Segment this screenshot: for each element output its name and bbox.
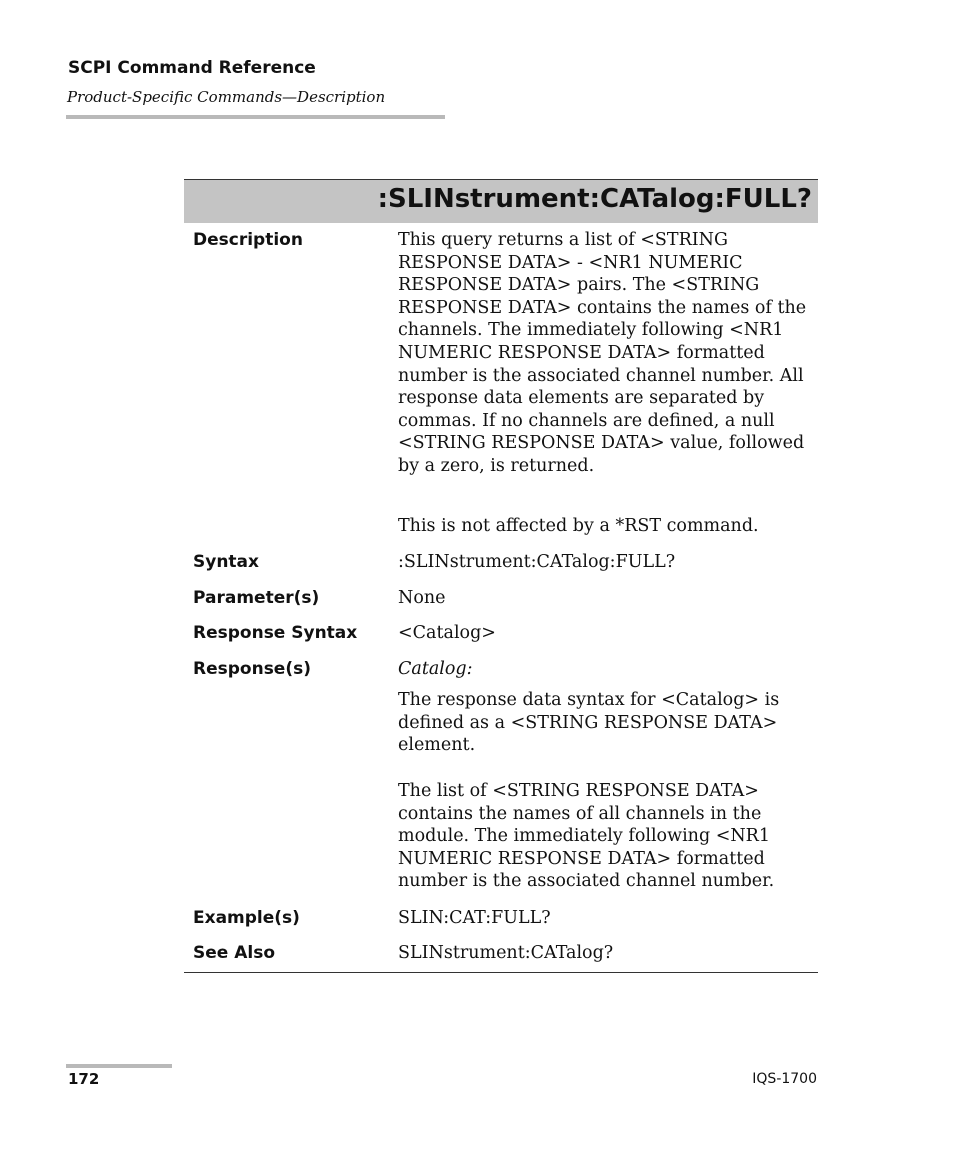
description-text: This query returns a list of <STRING RESPONSE DATA> - <NR1 NUMERIC RESPONSE DATA> pairs. The <STRING RESPONSE DATA> contains the names of the channels. The immediately following <NR1 NUMERIC RESPONSE DATA> formatted number is the associated channel number. All response data elements are separated by commas. If no channels are defined, a null <STRING RESPONSE DATA> value, followed by a zero, is returned. (398, 230, 807, 476)
parameters-value: None (398, 588, 446, 608)
examples-value: SLIN:CAT:FULL? (398, 908, 551, 928)
footer-rule (66, 1064, 172, 1068)
response-syntax-value: <Catalog> (398, 623, 496, 643)
examples-label: Example(s) (193, 908, 300, 928)
page-number: 172 (68, 1070, 100, 1088)
responses-text: The response data syntax for <Catalog> is defined as a <STRING RESPONSE DATA> element. (398, 690, 780, 756)
table-bottom-rule (184, 972, 818, 973)
syntax-value: :SLINstrument:CATalog:FULL? (398, 552, 676, 572)
responses-label: Response(s) (193, 659, 311, 679)
parameters-label: Parameter(s) (193, 588, 320, 608)
header-rule (66, 115, 445, 119)
response-syntax-label: Response Syntax (193, 623, 358, 643)
responses-list-text: The list of <STRING RESPONSE DATA> contains the names of all channels in the module. The immediately following <NR1 NUMERIC RESPONSE DATA> formatted number is the associated channel number. (398, 781, 775, 892)
description-label: Description (193, 230, 303, 250)
running-header-subtitle: Product-Specific Commands—Description (67, 88, 386, 106)
command-title: :SLINstrument:CATalog:FULL? (377, 184, 812, 214)
responses-name: Catalog: (398, 659, 473, 679)
see-also-label: See Also (193, 943, 276, 963)
description-rst-note: This is not affected by a *RST command. (398, 516, 759, 536)
command-title-bar (184, 179, 818, 223)
see-also-value: SLINstrument:CATalog? (398, 943, 614, 963)
syntax-label: Syntax (193, 552, 259, 572)
running-header-title: SCPI Command Reference (68, 58, 316, 78)
product-name: IQS-1700 (752, 1071, 817, 1087)
